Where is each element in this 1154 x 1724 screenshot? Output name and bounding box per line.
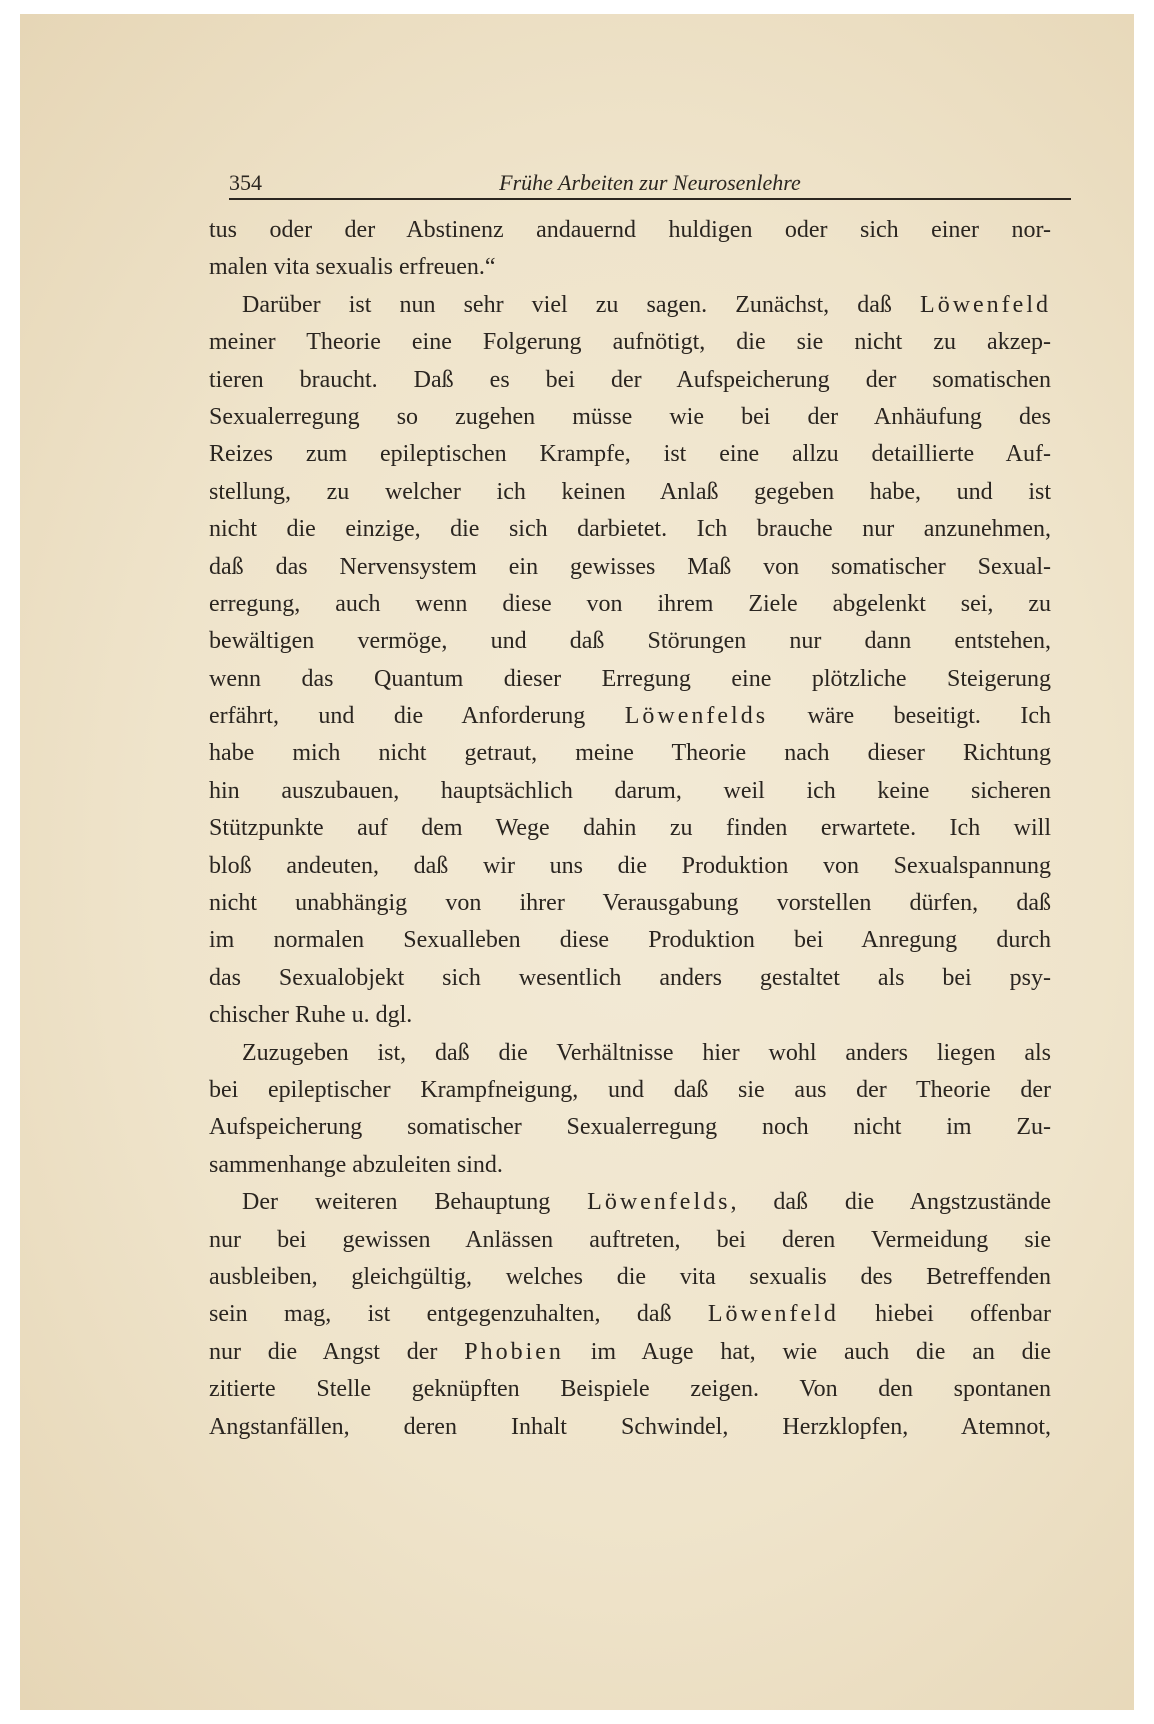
text-segment: Aufspeicherung somatischer Sexualerregung noch nicht im Zu- bbox=[209, 1114, 1051, 1141]
text-line bbox=[209, 212, 1051, 249]
text-segment: chischer Ruhe u. dgl. bbox=[209, 1002, 413, 1029]
text-segment: wenn das Quantum dieser Erregung eine plötzliche Steigerung bbox=[209, 665, 1051, 692]
text-line bbox=[209, 1371, 1051, 1408]
text-line bbox=[209, 362, 1051, 399]
text-line bbox=[209, 1184, 1051, 1221]
text-segment: im Auge hat, wie auch die an die bbox=[563, 1338, 1051, 1365]
text-segment: hiebei offenbar bbox=[838, 1301, 1051, 1328]
text-segment: bei epileptischer Krampfneigung, und daß sie aus der Theorie der bbox=[209, 1076, 1051, 1103]
text-segment: wäre beseitigt. Ich bbox=[768, 703, 1052, 730]
text-line bbox=[209, 773, 1051, 810]
text-segment: das Sexualobjekt sich wesentlich anders gestaltet als bei psy- bbox=[209, 964, 1051, 991]
text-line bbox=[209, 1259, 1051, 1296]
text-line bbox=[209, 287, 1051, 324]
text-line bbox=[209, 1072, 1051, 1109]
text-segment: nicht die einzige, die sich darbietet. Ich brauche nur anzunehmen, bbox=[209, 516, 1051, 543]
text-segment: Zuzugeben ist, daß die Verhältnisse hier wohl anders liegen als bbox=[242, 1039, 1051, 1066]
text-segment: Angstanfällen, deren Inhalt Schwindel, Herzklopfen, Atemnot, bbox=[209, 1413, 1051, 1440]
page-header bbox=[229, 166, 1071, 200]
text-segment: erfährt, und die Anforderung bbox=[209, 703, 625, 730]
text-segment: meiner Theorie eine Folgerung aufnötigt, die sie nicht zu akzep- bbox=[209, 329, 1051, 356]
text-segment: Sexualerregung so zugehen müsse wie bei der Anhäufung des bbox=[209, 403, 1051, 430]
text-line bbox=[209, 1334, 1051, 1371]
body-text bbox=[209, 212, 1051, 1446]
text-segment: bewältigen vermöge, und daß Störungen nur dann entstehen, bbox=[209, 628, 1051, 655]
text-segment: daß das Nervensystem ein gewisses Maß von somatischer Sexual- bbox=[209, 553, 1051, 580]
spaced-name: Löwenfeld bbox=[707, 1301, 839, 1328]
text-segment: hin auszubauen, hauptsächlich darum, weil ich keine sicheren bbox=[209, 777, 1051, 804]
text-segment: tieren braucht. Daß es bei der Aufspeicherung der somatischen bbox=[209, 366, 1051, 393]
text-line bbox=[209, 735, 1051, 772]
text-line bbox=[209, 848, 1051, 885]
text-segment: sammenhange abzuleiten sind. bbox=[209, 1151, 503, 1178]
spaced-name: Löwenfelds bbox=[587, 1189, 731, 1216]
text-segment: erregung, auch wenn diese von ihrem Ziele abgelenkt sei, zu bbox=[209, 590, 1051, 617]
text-line bbox=[209, 1109, 1051, 1146]
text-line bbox=[209, 1222, 1051, 1259]
text-segment: Reizes zum epileptischen Krampfe, ist eine allzu detaillierte Auf- bbox=[209, 441, 1051, 468]
text-segment: , daß die Angstzustände bbox=[730, 1189, 1052, 1216]
text-line bbox=[209, 885, 1051, 922]
text-segment: nicht unabhängig von ihrer Verausgabung vorstellen dürfen, daß bbox=[209, 890, 1051, 917]
text-line bbox=[209, 436, 1051, 473]
text-segment: tus oder der Abstinenz andauernd huldigen oder sich einer nor- bbox=[209, 217, 1051, 243]
text-line bbox=[209, 249, 1051, 286]
text-line bbox=[209, 810, 1051, 847]
text-line bbox=[209, 511, 1051, 548]
page-number: 354 bbox=[229, 170, 262, 195]
text-line bbox=[209, 960, 1051, 997]
text-line bbox=[209, 623, 1051, 660]
text-line bbox=[209, 399, 1051, 436]
text-segment: bloß andeuten, daß wir uns die Produktion von Sexualspannung bbox=[209, 852, 1051, 879]
text-segment: sein mag, ist entgegenzuhalten, daß bbox=[209, 1301, 708, 1328]
text-segment: nur bei gewissen Anlässen auftreten, bei deren Vermeidung sie bbox=[209, 1226, 1051, 1253]
spaced-name: Löwenfeld bbox=[920, 291, 1051, 318]
spaced-name: Phobien bbox=[464, 1338, 564, 1365]
text-segment: habe mich nicht getraut, meine Theorie nach dieser Richtung bbox=[209, 740, 1051, 767]
text-line bbox=[209, 474, 1051, 511]
text-segment: Der weiteren Behauptung bbox=[242, 1189, 588, 1216]
running-title: Frühe Arbeiten zur Neurosenlehre bbox=[499, 170, 801, 195]
text-segment: nur die Angst der bbox=[209, 1338, 465, 1365]
text-line bbox=[209, 324, 1051, 361]
text-segment: ausbleiben, gleichgültig, welches die vita sexualis des Betreffenden bbox=[209, 1263, 1051, 1290]
text-line bbox=[209, 1035, 1051, 1072]
text-segment: Darüber ist nun sehr viel zu sagen. Zunächst, daß bbox=[242, 291, 921, 318]
text-line bbox=[209, 997, 1051, 1034]
text-segment: malen vita sexualis erfreuen.“ bbox=[209, 254, 496, 281]
text-segment: zitierte Stelle geknüpften Beispiele zeigen. Von den spontanen bbox=[209, 1376, 1051, 1403]
text-segment: stellung, zu welcher ich keinen Anlaß gegeben habe, und ist bbox=[209, 478, 1051, 505]
text-line bbox=[209, 549, 1051, 586]
text-line bbox=[209, 698, 1051, 735]
text-line bbox=[209, 586, 1051, 623]
text-line bbox=[209, 1147, 1051, 1184]
text-line bbox=[209, 1296, 1051, 1333]
text-segment: Stützpunkte auf dem Wege dahin zu finden erwartete. Ich will bbox=[209, 815, 1051, 842]
text-line bbox=[209, 661, 1051, 698]
text-segment: im normalen Sexualleben diese Produktion bei Anregung durch bbox=[209, 927, 1051, 954]
spaced-name: Löwenfelds bbox=[624, 703, 769, 730]
text-line bbox=[209, 1409, 1051, 1446]
text-line bbox=[209, 922, 1051, 959]
